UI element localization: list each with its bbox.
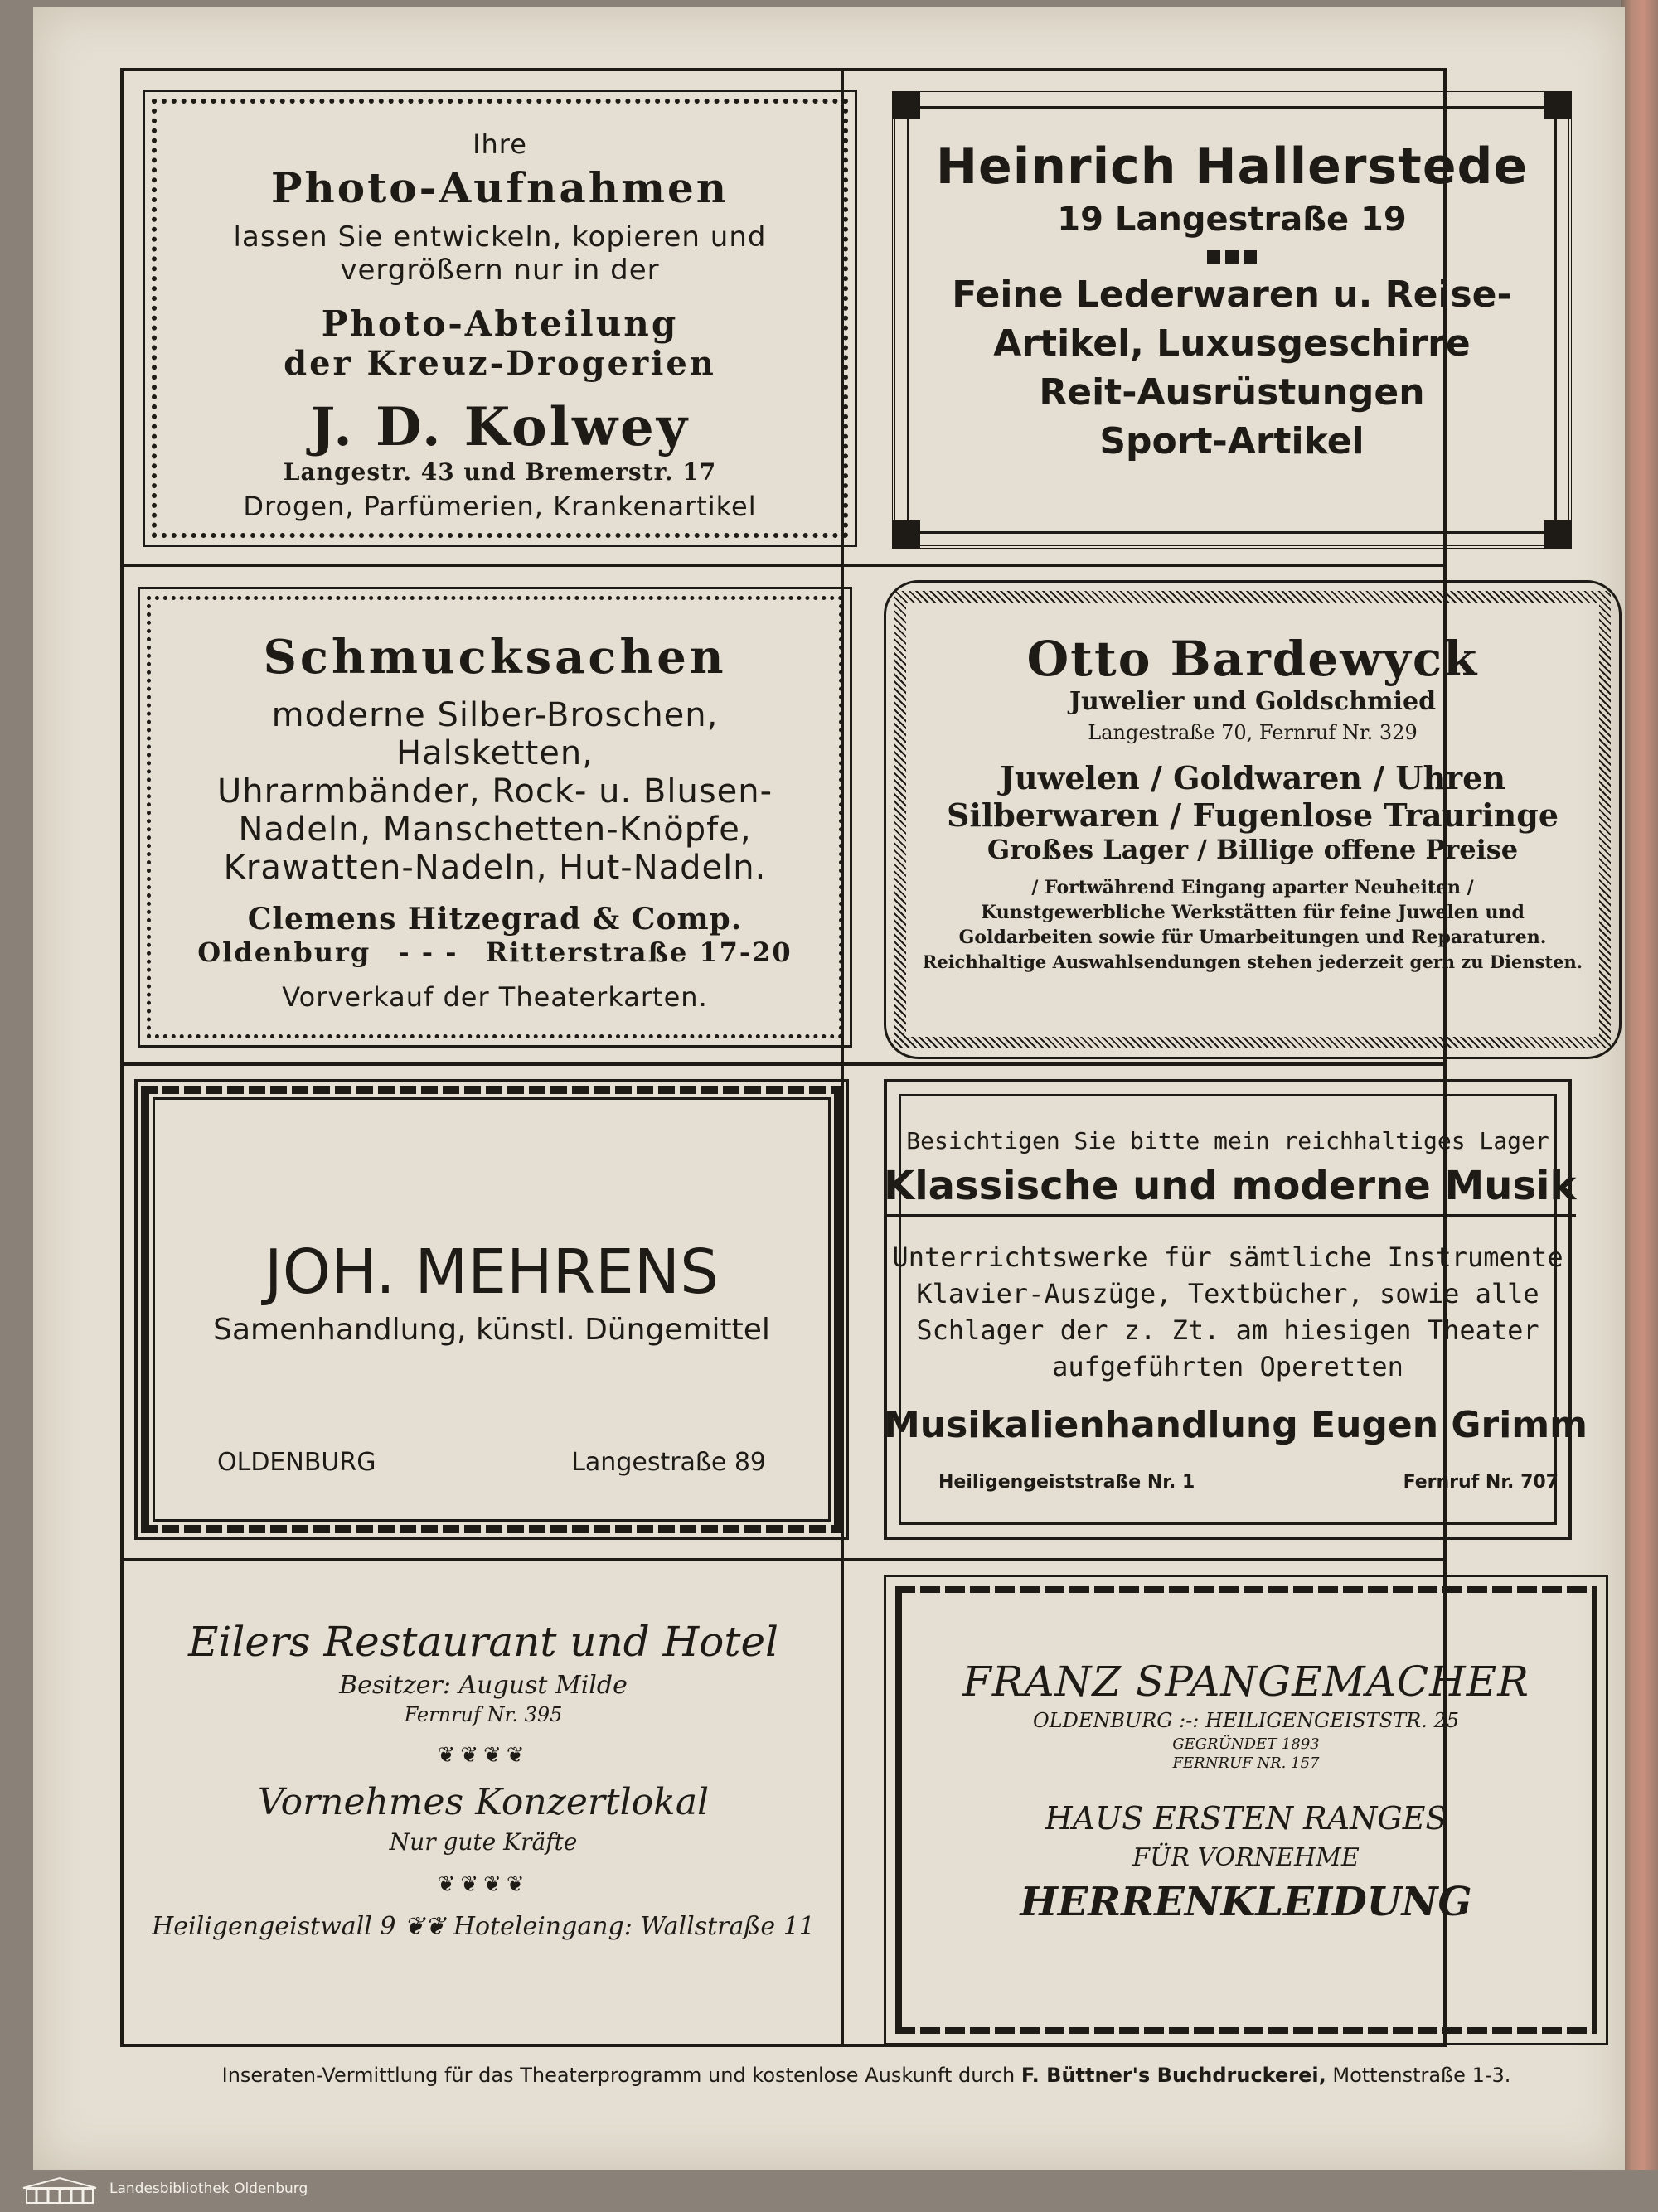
ad-spangemacher-line7: HERRENKLEIDUNG	[1020, 1879, 1472, 1925]
ad-grimm-line3: Unterrichtswerke für sämtliche Instrumente	[892, 1242, 1563, 1273]
ad-schmuck-street: Ritterstraße 17-20	[485, 937, 793, 968]
ad-grimm-line1: Besichtigen Sie bitte mein reichhaltiges Lager	[906, 1127, 1549, 1154]
ad-eilers-phone: Fernruf Nr. 395	[404, 1703, 563, 1726]
ad-grimm-address: Heiligengeiststraße Nr. 1	[938, 1472, 1195, 1493]
ad-photo-headline: Photo-Aufnahmen	[270, 163, 730, 212]
ad-eilers-name: Eilers Restaurant und Hotel	[187, 1618, 779, 1666]
ad-hallerstede-address: 19 Langestraße 19	[1057, 201, 1407, 239]
ad-photo-line1: Ihre	[473, 128, 527, 160]
ad-hallerstede-line5: Reit-Ausrüstungen	[1039, 371, 1425, 414]
ad-hallerstede-name: Heinrich Hallerstede	[935, 138, 1529, 196]
ad-bardewyck-line4: Juwelen / Goldwaren / Uhren	[1000, 759, 1505, 796]
ad-grimm-headline: Klassische und moderne Musik	[884, 1163, 1576, 1217]
grid-divider-2	[120, 1062, 1447, 1066]
ad-mehrens-city: OLDENBURG	[217, 1448, 376, 1477]
ad-spangemacher	[884, 1575, 1615, 2045]
ad-mehrens-name: JOH. MEHRENS	[264, 1237, 720, 1308]
ad-hallerstede	[892, 91, 1638, 549]
corner-ornament	[1544, 520, 1572, 549]
corner-ornament	[1544, 91, 1572, 119]
ad-photo-line5: Photo-Abteilung	[321, 303, 679, 344]
ad-photo-line4: vergrößern nur in der	[340, 254, 660, 287]
ad-grimm-line4: Klavier-Auszüge, Textbücher, sowie alle	[916, 1278, 1539, 1309]
ad-schmucksachen	[138, 587, 852, 1048]
ad-bardewyck-line10: Reichhaltige Auswahlsendungen stehen jederzeit gern zu Diensten.	[922, 951, 1583, 972]
ad-schmuck-line2: moderne Silber-Broschen,	[271, 696, 719, 734]
ad-photo-line3: lassen Sie entwickeln, kopieren und	[233, 220, 767, 254]
ad-schmuck-line3: Halsketten,	[396, 734, 594, 772]
ornament-flourish: ❦❦❦❦	[437, 1743, 530, 1768]
ad-bardewyck-trade: Juwelier und Goldschmied	[1069, 687, 1437, 716]
ad-photo-firm: J. D. Kolwey	[310, 396, 690, 458]
grid-divider-3	[120, 1558, 1447, 1561]
ad-spangemacher-name: FRANZ SPANGEMACHER	[962, 1658, 1530, 1706]
ad-spangemacher-line6: FÜR VORNEHME	[1132, 1843, 1360, 1872]
ad-schmuck-firm: Clemens Hitzegrad & Comp.	[247, 902, 743, 937]
ad-spangemacher-phone: FERNRUF NR. 157	[1172, 1755, 1320, 1772]
ad-grimm-line6: aufgeführten Operetten	[1052, 1351, 1403, 1382]
footer-text: Inseraten-Vermittlung für das Theaterprogramm und kostenlose Auskunft durch	[221, 2064, 1016, 2087]
ad-hallerstede-line3: Feine Lederwaren u. Reise-	[952, 273, 1512, 316]
ad-photo-address: Langestr. 43 und Bremerstr. 17	[283, 458, 717, 486]
ad-bardewyck-line9: Goldarbeiten sowie für Umarbeitungen und Reparaturen.	[958, 927, 1547, 948]
ad-schmuck-address	[151, 937, 839, 968]
ad-grimm-firm: Musikalienhandlung Eugen Grimm	[884, 1404, 1588, 1446]
ad-bardewyck-line8: Kunstgewerbliche Werkstätten für feine Juwelen und	[981, 902, 1525, 923]
ad-bardewyck-name: Otto Bardewyck	[1026, 631, 1479, 687]
library-name: Landesbibliothek Oldenburg	[109, 2181, 308, 2197]
ad-photo-line6: der Kreuz-Drogerien	[284, 344, 716, 383]
ad-spangemacher-line5: HAUS ERSTEN RANGES	[1045, 1800, 1447, 1837]
ad-schmuck-separator: - - -	[398, 937, 458, 968]
ad-mehrens-street: Langestraße 89	[571, 1448, 766, 1477]
ornament-flourish: ❦❦❦❦	[437, 1872, 530, 1897]
footer-firm: F. Büttner's Buchdruckerei,	[1020, 2064, 1326, 2087]
ad-schmuck-footer: Vorverkauf der Theaterkarten.	[282, 981, 708, 1013]
grid-divider-1	[120, 564, 1447, 567]
ad-mehrens-trade: Samenhandlung, künstl. Düngemittel	[213, 1313, 770, 1347]
ad-eilers	[123, 1566, 844, 2047]
ad-hallerstede-line6: Sport-Artikel	[1099, 420, 1365, 462]
ad-schmuck-headline: Schmucksachen	[263, 630, 727, 685]
corner-ornament	[892, 520, 920, 549]
ad-eilers-staff: Nur gute Kräfte	[389, 1828, 578, 1856]
ad-schmuck-line6: Krawatten-Nadeln, Hut-Nadeln.	[223, 849, 767, 887]
library-logo-icon	[20, 2176, 99, 2205]
footer-address: Mottenstraße 1-3.	[1332, 2064, 1511, 2087]
page-footer	[120, 2064, 1612, 2087]
ad-bardewyck-address: Langestraße 70, Fernruf Nr. 329	[1088, 721, 1418, 744]
ad-bardewyck-line5: Silberwaren / Fugenlose Trauringe	[946, 796, 1559, 834]
ad-grimm-phone: Fernruf Nr. 707	[1403, 1472, 1559, 1493]
ad-eilers-venue: Vornehmes Konzertlokal	[257, 1781, 710, 1823]
ad-photo-goods: Drogen, Parfümerien, Krankenartikel	[243, 491, 757, 522]
ad-grimm-line5: Schlager der z. Zt. am hiesigen Theater	[916, 1314, 1539, 1346]
ad-spangemacher-address: OLDENBURG :-: HEILIGENGEISTSTR. 25	[1033, 1709, 1459, 1732]
corner-ornament	[892, 91, 920, 119]
ad-schmuck-city: Oldenburg	[197, 937, 371, 968]
ad-bardewyck-line7: / Fortwährend Eingang aparter Neuheiten /	[1031, 877, 1474, 898]
ad-bardewyck	[884, 580, 1622, 1059]
ad-eilers-address: Heiligengeistwall 9 ❦❦ Hoteleingang: Wallstraße 11	[152, 1912, 815, 1941]
ad-hallerstede-line4: Artikel, Luxusgeschirre	[993, 322, 1471, 365]
ad-eilers-owner: Besitzer: August Milde	[339, 1671, 628, 1700]
ad-spangemacher-founded: GEGRÜNDET 1893	[1172, 1735, 1320, 1753]
ad-bardewyck-line6: Großes Lager / Billige offene Preise	[987, 834, 1519, 865]
ad-schmuck-line5: Nadeln, Manschetten-Knöpfe,	[238, 811, 752, 849]
ad-schmuck-line4: Uhrarmbänder, Rock- u. Blusen-	[216, 772, 773, 811]
ad-mehrens	[134, 1079, 849, 1540]
ad-grimm	[884, 1079, 1628, 1540]
square-ornament	[892, 250, 1572, 267]
ad-photo-kolwey	[143, 90, 857, 547]
